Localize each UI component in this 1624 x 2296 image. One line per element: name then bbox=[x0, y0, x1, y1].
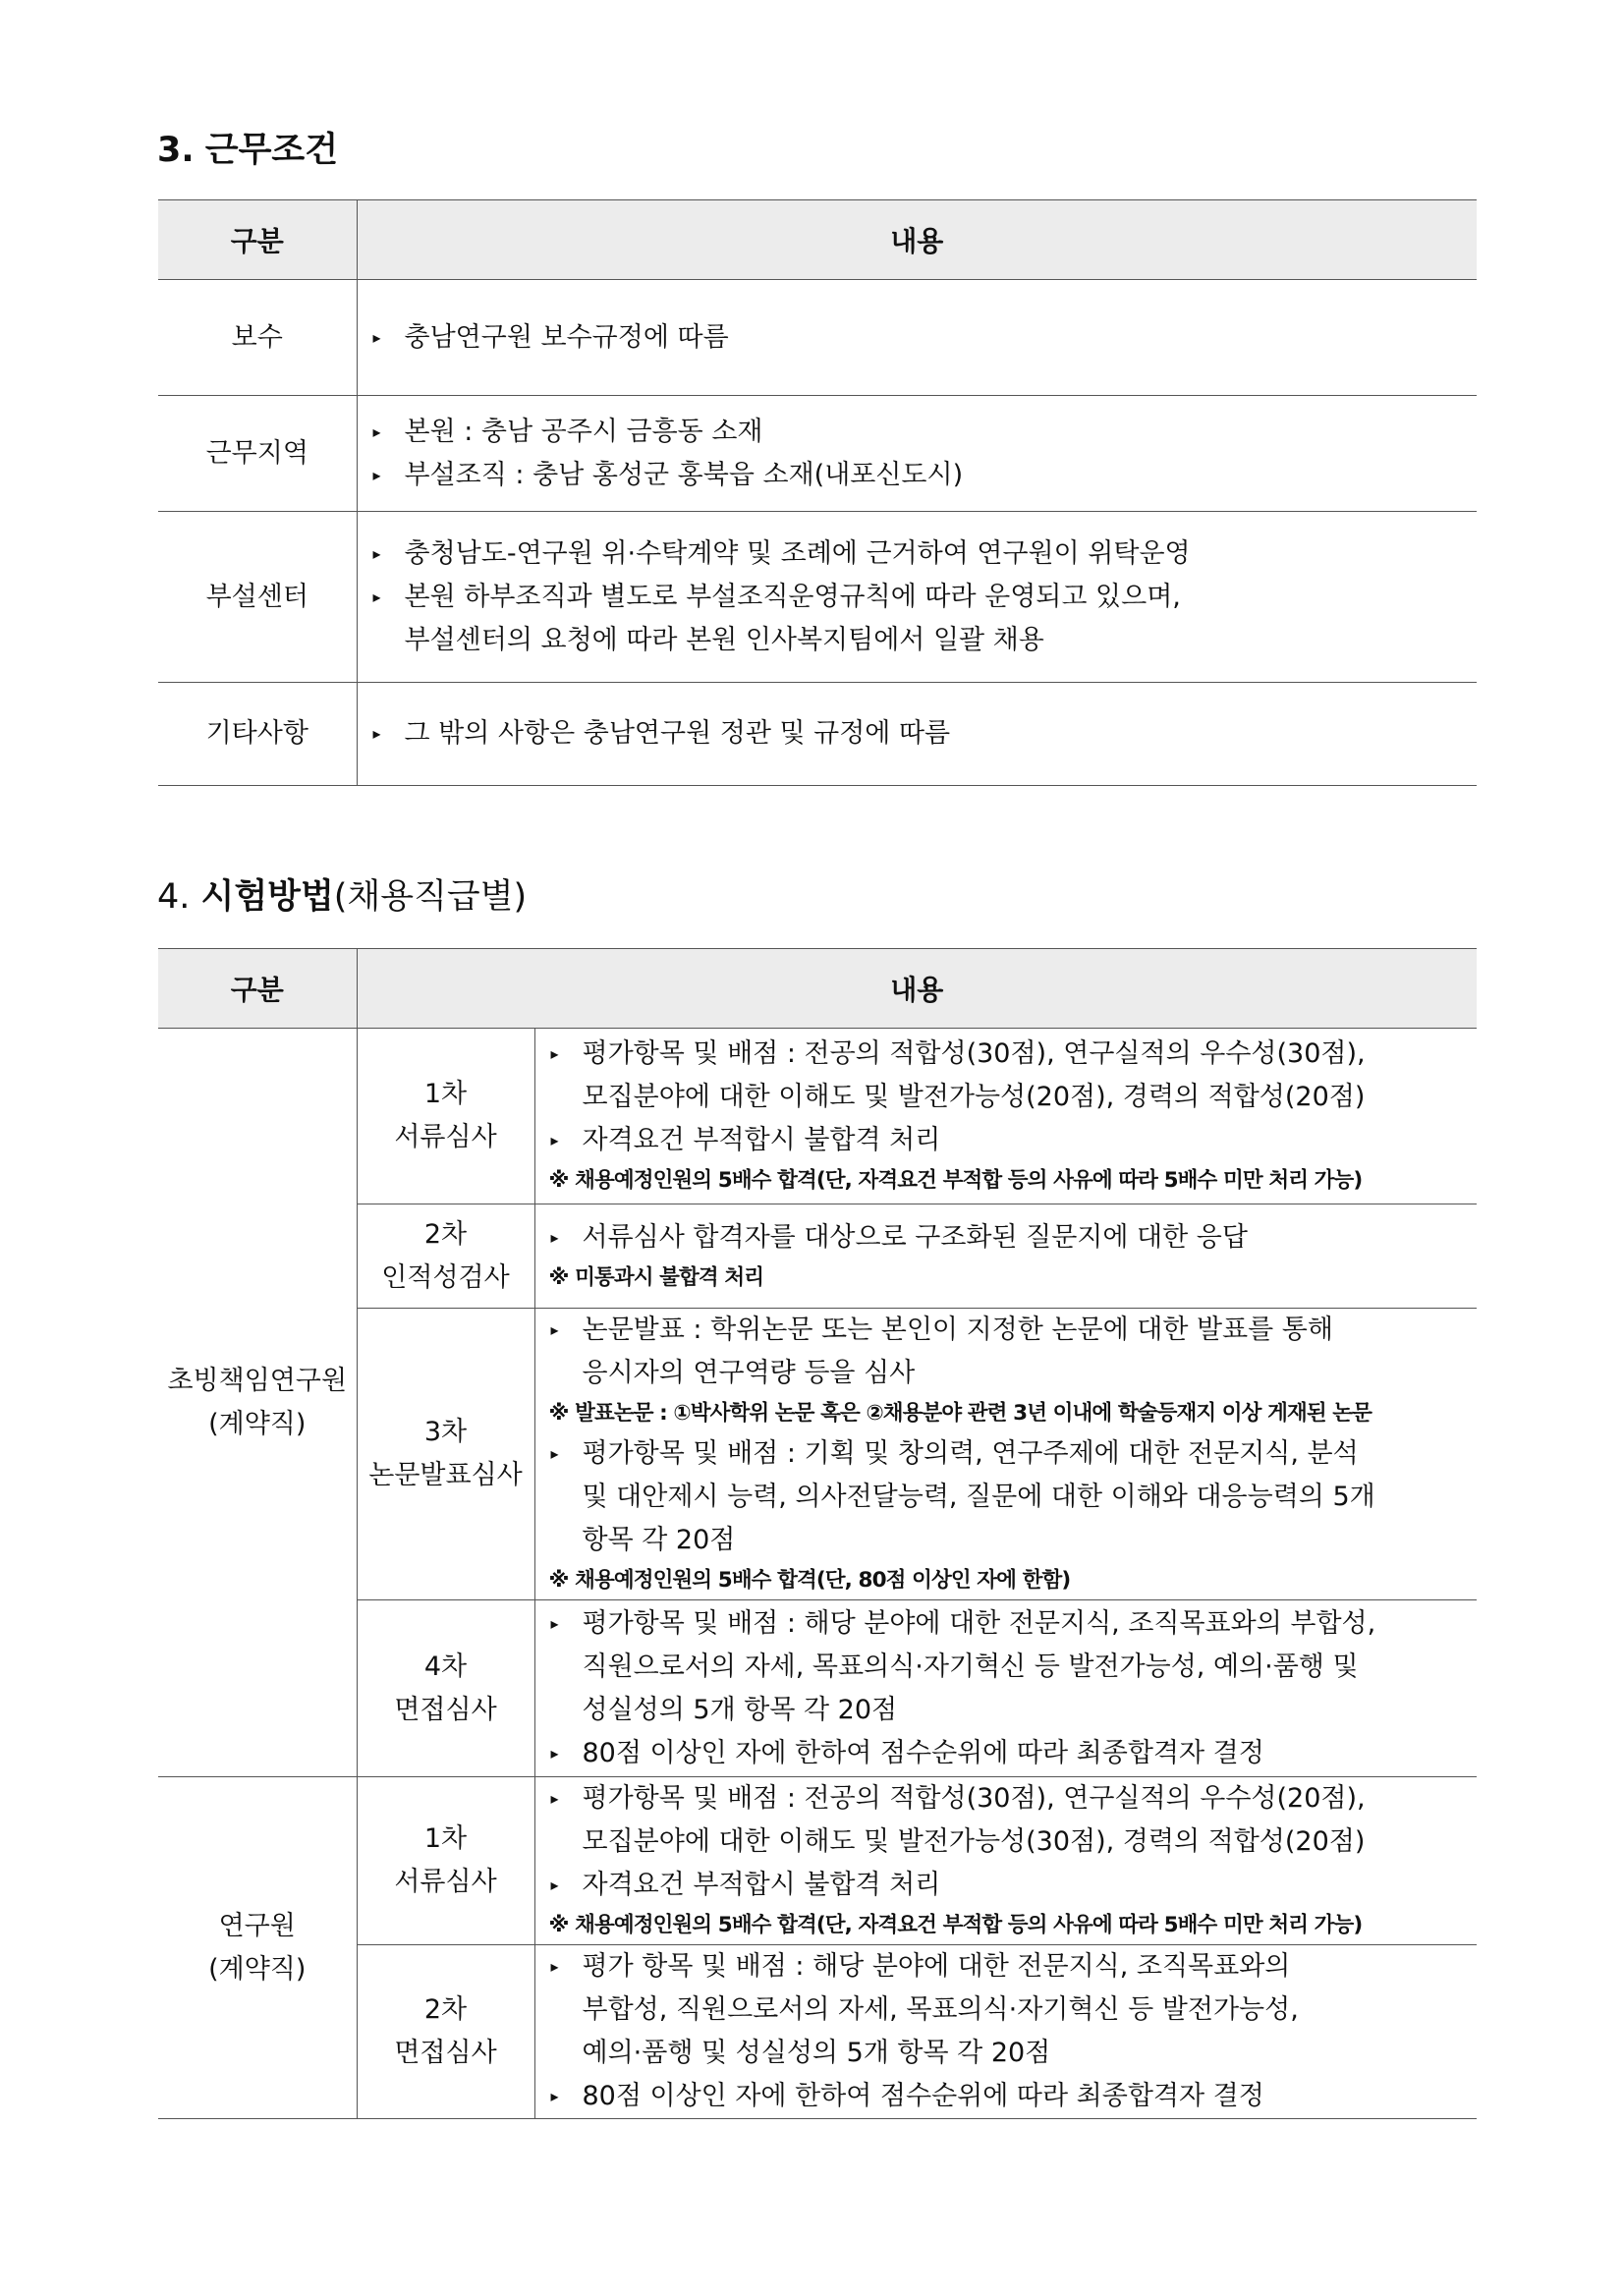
bullet-triangle-icon: ▸ bbox=[550, 1957, 559, 1976]
list-item bbox=[369, 576, 1478, 662]
stage-label bbox=[357, 1309, 534, 1600]
header-content: 내용 bbox=[357, 200, 1477, 280]
work-conditions-table bbox=[158, 199, 1477, 786]
list-item-line: 충남연구원 보수규정에 따름 bbox=[404, 321, 729, 353]
list-item-line: 성실성의 5개 항목 각 20점 bbox=[582, 1694, 898, 1725]
stage-label bbox=[357, 1600, 534, 1777]
list-item bbox=[547, 2075, 1478, 2118]
row-content bbox=[357, 396, 1477, 512]
note-text: ※ 채용예정인원의 5배수 합격(단, 80점 이상인 자에 한함) bbox=[548, 1568, 1071, 1593]
list-item-line: 부합성, 직원으로서의 자세, 목표의식·자기혁신 등 발전가능성, bbox=[582, 1994, 1299, 2025]
bullet-triangle-icon: ▸ bbox=[550, 1044, 559, 1063]
list-item-line: 평가 항목 및 배점 : 해당 분야에 대한 전문지식, 조직목표와의 bbox=[582, 1951, 1291, 1982]
list-item bbox=[369, 532, 1478, 576]
stage-label-line: 논문발표심사 bbox=[368, 1460, 523, 1490]
stage-content bbox=[534, 1029, 1477, 1204]
list-item-line: 예의·품행 및 성실성의 5개 항목 각 20점 bbox=[582, 2038, 1051, 2068]
list-item bbox=[547, 1777, 1478, 1864]
section3-number: 3. bbox=[157, 131, 195, 170]
item-list bbox=[535, 1033, 1478, 1200]
item-list bbox=[535, 1309, 1478, 1599]
list-item-line: 부설센터의 요청에 따라 본원 인사복지팀에서 일괄 채용 bbox=[404, 624, 1044, 655]
list-item bbox=[547, 1732, 1478, 1775]
row-label: 기타사항 bbox=[158, 683, 357, 786]
stage-label-line: 면접심사 bbox=[394, 2038, 497, 2068]
list-item-line: 서류심사 합격자를 대상으로 구조화된 질문지에 대한 응답 bbox=[582, 1221, 1248, 1253]
row-content bbox=[357, 280, 1477, 396]
list-item bbox=[547, 1602, 1478, 1732]
table-row bbox=[158, 1945, 1477, 2119]
list-item-line: 자격요건 부적합시 불합격 처리 bbox=[582, 1125, 941, 1155]
list-item bbox=[369, 411, 1478, 454]
row-content bbox=[357, 512, 1477, 683]
table-row bbox=[158, 1204, 1477, 1309]
list-item-line: 자격요건 부적합시 불합격 처리 bbox=[582, 1870, 941, 1900]
stage-label-line: 2차 bbox=[423, 1994, 468, 2025]
bullet-triangle-icon: ▸ bbox=[372, 587, 381, 606]
group-label-line: (계약직) bbox=[208, 1408, 307, 1439]
table-row bbox=[158, 683, 1477, 786]
group-label-line: 연구원 bbox=[218, 1910, 296, 1941]
list-item bbox=[369, 454, 1478, 497]
item-list bbox=[535, 1945, 1478, 2118]
bullet-triangle-icon: ▸ bbox=[550, 1131, 559, 1149]
list-item-line: 평가항목 및 배점 : 해당 분야에 대한 전문지식, 조직목표와의 부합성, bbox=[582, 1607, 1376, 1639]
stage-label-line: 서류심사 bbox=[394, 1122, 497, 1152]
table-row bbox=[158, 1029, 1477, 1204]
row-content bbox=[357, 683, 1477, 786]
group-label bbox=[158, 1029, 357, 1777]
list-item-line: 80점 이상인 자에 한하여 점수순위에 따라 최종합격자 결정 bbox=[582, 2081, 1264, 2111]
list-item-line: 모집분야에 대한 이해도 및 발전가능성(30점), 경력의 적합성(20점) bbox=[582, 1826, 1366, 1857]
item-list bbox=[358, 316, 1478, 360]
table-row bbox=[158, 512, 1477, 683]
table-row bbox=[158, 396, 1477, 512]
header-content: 내용 bbox=[357, 949, 1477, 1029]
section4-title: 시험방법 bbox=[200, 877, 334, 917]
table-header-row bbox=[158, 949, 1477, 1029]
list-item-line: 항목 각 20점 bbox=[582, 1525, 736, 1555]
section3-title: 근무조건 bbox=[204, 131, 339, 170]
list-item bbox=[547, 1432, 1478, 1562]
bullet-triangle-icon: ▸ bbox=[550, 1227, 559, 1247]
list-item-line: 논문발표 : 학위논문 또는 본인이 지정한 논문에 대한 발표를 통해 bbox=[582, 1315, 1333, 1345]
list-item-line: 그 밖의 사항은 충남연구원 정관 및 규정에 따름 bbox=[404, 718, 951, 749]
stage-label-line: 1차 bbox=[423, 1823, 468, 1854]
stage-content bbox=[534, 1777, 1477, 1945]
stage-content bbox=[534, 1600, 1477, 1777]
bullet-triangle-icon: ▸ bbox=[550, 1743, 559, 1763]
note-text: ※ 미통과시 불합격 처리 bbox=[548, 1264, 764, 1290]
stage-label-line: 서류심사 bbox=[394, 1867, 497, 1897]
bullet-triangle-icon: ▸ bbox=[550, 1444, 559, 1463]
list-item-line: 본원 : 충남 공주시 금흥동 소재 bbox=[404, 416, 763, 447]
list-item-line: 및 대안제시 능력, 의사전달능력, 질문에 대한 이해와 대응능력의 5개 bbox=[582, 1482, 1375, 1512]
bullet-triangle-icon: ▸ bbox=[550, 1320, 559, 1339]
list-item-line: 부설조직 : 충남 홍성군 홍북읍 소재(내포신도시) bbox=[404, 459, 964, 490]
stage-label bbox=[357, 1777, 534, 1945]
header-category: 구분 bbox=[158, 200, 357, 280]
bullet-triangle-icon: ▸ bbox=[550, 1613, 559, 1633]
item-list bbox=[535, 1602, 1478, 1775]
stage-label-line: 3차 bbox=[423, 1417, 468, 1447]
list-item-line: 응시자의 연구역량 등을 심사 bbox=[582, 1358, 916, 1388]
list-item-line: 본원 하부조직과 별도로 부설조직운영규칙에 따라 운영되고 있으며, bbox=[404, 581, 1181, 612]
bullet-triangle-icon: ▸ bbox=[372, 465, 381, 484]
item-list bbox=[358, 532, 1478, 662]
stage-content bbox=[534, 1204, 1477, 1309]
stage-content bbox=[534, 1945, 1477, 2119]
stage-label bbox=[357, 1945, 534, 2119]
stage-label bbox=[357, 1204, 534, 1309]
note-text: ※ 발표논문 : ①박사학위 논문 혹은 ②채용분야 관련 3년 이내에 학술등재지 이상 게재된 논문 bbox=[548, 1401, 1372, 1426]
list-item bbox=[547, 1119, 1478, 1162]
item-list bbox=[358, 712, 1478, 756]
list-item-line: 직원으로서의 자세, 목표의식·자기혁신 등 발전가능성, 예의·품행 및 bbox=[582, 1651, 1359, 1682]
bullet-triangle-icon: ▸ bbox=[550, 1789, 559, 1808]
exam-method-table bbox=[158, 948, 1477, 2119]
stage-label-line: 인적성검사 bbox=[381, 1261, 510, 1293]
note-text: ※ 채용예정인원의 5배수 합격(단, 자격요건 부적합 등의 사유에 따라 5배수 미만 처리 가능) bbox=[548, 1168, 1363, 1193]
table-row bbox=[158, 1309, 1477, 1600]
bullet-triangle-icon: ▸ bbox=[372, 543, 381, 563]
section3-heading bbox=[157, 128, 338, 173]
section4-heading bbox=[157, 874, 527, 920]
list-item-line: 평가항목 및 배점 : 기획 및 창의력, 연구주제에 대한 전문지식, 분석 bbox=[582, 1438, 1359, 1469]
bullet-triangle-icon: ▸ bbox=[372, 327, 381, 347]
row-label: 근무지역 bbox=[158, 396, 357, 512]
table-row bbox=[158, 1600, 1477, 1777]
table-header-row bbox=[158, 200, 1477, 280]
bullet-triangle-icon: ▸ bbox=[550, 2087, 559, 2105]
stage-label-line: 4차 bbox=[423, 1651, 468, 1682]
stage-label-line: 1차 bbox=[423, 1079, 468, 1109]
list-item bbox=[547, 1216, 1478, 1260]
stage-label-line: 2차 bbox=[423, 1218, 468, 1250]
item-list bbox=[358, 411, 1478, 497]
list-item-line: 평가항목 및 배점 : 전공의 적합성(30점), 연구실적의 우수성(30점), bbox=[582, 1038, 1366, 1069]
list-item-line: 충청남도-연구원 위·수탁계약 및 조례에 근거하여 연구원이 위탁운영 bbox=[404, 537, 1191, 569]
list-item-line: 평가항목 및 배점 : 전공의 적합성(30점), 연구실적의 우수성(20점), bbox=[582, 1783, 1366, 1814]
list-item bbox=[547, 1309, 1478, 1395]
list-item-line: 모집분야에 대한 이해도 및 발전가능성(20점), 경력의 적합성(20점) bbox=[582, 1082, 1366, 1112]
stage-content bbox=[534, 1309, 1477, 1600]
bullet-triangle-icon: ▸ bbox=[372, 421, 381, 441]
item-list bbox=[535, 1777, 1478, 1944]
table-row bbox=[158, 1777, 1477, 1945]
list-item bbox=[369, 316, 1478, 360]
list-item bbox=[547, 1864, 1478, 1907]
list-item bbox=[547, 1945, 1478, 2075]
group-label bbox=[158, 1777, 357, 2119]
bullet-triangle-icon: ▸ bbox=[372, 724, 381, 743]
list-item bbox=[369, 712, 1478, 756]
section4-number: 4. bbox=[157, 877, 191, 917]
section4-title-suffix: (채용직급별) bbox=[333, 877, 528, 917]
row-label: 보수 bbox=[158, 280, 357, 396]
note-text: ※ 채용예정인원의 5배수 합격(단, 자격요건 부적합 등의 사유에 따라 5배수 미만 처리 가능) bbox=[548, 1913, 1363, 1937]
header-category: 구분 bbox=[158, 949, 357, 1029]
list-item-line: 80점 이상인 자에 한하여 점수순위에 따라 최종합격자 결정 bbox=[582, 1737, 1264, 1768]
group-label-line: (계약직) bbox=[208, 1953, 307, 1985]
list-item bbox=[547, 1033, 1478, 1119]
bullet-triangle-icon: ▸ bbox=[550, 1876, 559, 1894]
stage-label bbox=[357, 1029, 534, 1204]
row-label: 부설센터 bbox=[158, 512, 357, 683]
table-row bbox=[158, 280, 1477, 396]
stage-label-line: 면접심사 bbox=[394, 1694, 497, 1725]
item-list bbox=[535, 1216, 1478, 1297]
group-label-line: 초빙책임연구원 bbox=[167, 1365, 348, 1396]
